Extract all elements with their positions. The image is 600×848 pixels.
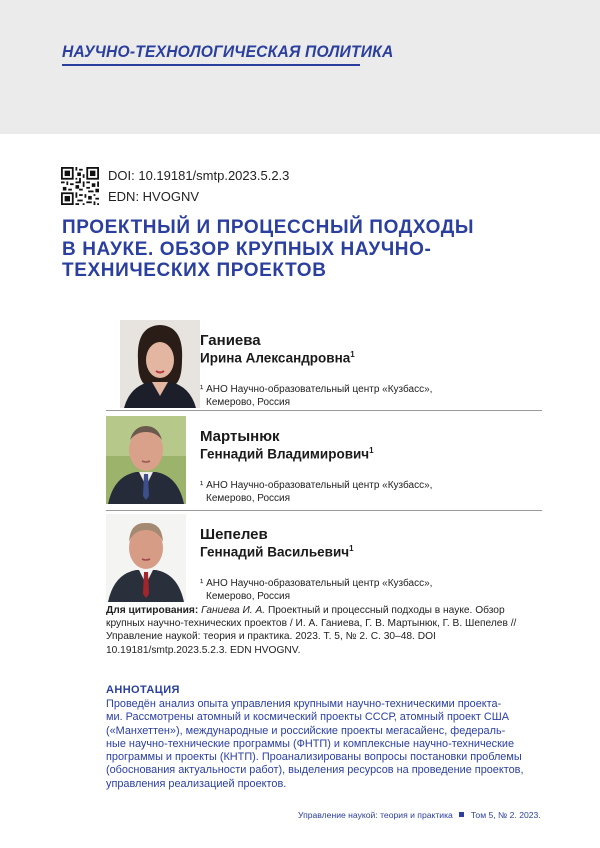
affiliation-sup: 1 [349, 544, 354, 553]
author-photo [106, 514, 186, 602]
abstract-line: (обоснования актуальности работ), выделения ресурсов на проведение проектов, [106, 764, 524, 777]
author-block-shepelev [106, 514, 546, 604]
author-surname: Ганиева [200, 332, 261, 349]
footer-volume: Том 5, № 2. 2023. [470, 810, 541, 820]
author-given-name [200, 350, 355, 366]
author-affiliation: ¹ АНО Научно-образовательный центр «Кузбасс», [200, 480, 433, 491]
author-given-name [200, 544, 354, 560]
author-divider [106, 510, 542, 511]
author-city: Кемерово, Россия [206, 493, 291, 504]
author-surname: Мартынюк [200, 428, 280, 445]
abstract-line: («Манхеттен»), международные и российские проекты мегасайенс, федераль- [106, 724, 506, 737]
abstract-line: управления реализацией проектов. [106, 777, 287, 790]
abstract-line: ми. Рассмотрены атомный и космический проекты СССР, атомный проект США [106, 711, 510, 724]
doi-text[interactable]: DOI: 10.19181/smtp.2023.5.2.3 [108, 168, 290, 183]
citation-author: Ганиева И. А. [201, 605, 266, 616]
author-affiliation: ¹ АНО Научно-образовательный центр «Кузбасс», [200, 384, 433, 395]
author-block-martynyuk [106, 416, 546, 508]
title-line: В НАУКЕ. ОБЗОР КРУПНЫХ НАУЧНО- [62, 238, 432, 260]
square-bullet-icon [459, 812, 464, 817]
article-title [62, 217, 542, 282]
author-surname: Шепелев [200, 526, 268, 543]
abstract-body [106, 698, 546, 791]
affiliation-sup: 1 [350, 350, 355, 359]
abstract-line: ные научно-технические программы (ФНТП) и комплексные научно-технические [106, 737, 515, 750]
page-footer [298, 810, 541, 820]
title-line: ТЕХНИЧЕСКИХ ПРОЕКТОВ [62, 260, 327, 281]
abstract-heading: АННОТАЦИЯ [106, 684, 180, 696]
header-band [0, 0, 600, 134]
author-affiliation: ¹ АНО Научно-образовательный центр «Кузбасс», [200, 578, 433, 589]
author-name-text: Ирина Александровна [200, 350, 351, 366]
author-block-ganieva [106, 320, 546, 410]
affiliation-sup: 1 [369, 446, 374, 455]
title-line: ПРОЕКТНЫЙ И ПРОЦЕССНЫЙ ПОДХОДЫ [62, 217, 475, 238]
rubric-title: НАУЧНО-ТЕХНОЛОГИЧЕСКАЯ ПОЛИТИКА [62, 42, 394, 61]
edn-text: EDN: HVOGNV [108, 189, 200, 204]
abstract-line: программы и проекты (КНТП). Проанализированы вопросы постановки проблемы [106, 751, 522, 764]
footer-journal: Управление наукой: теория и практика [298, 810, 453, 820]
abstract-line: Проведён анализ опыта управления крупными научно-техническими проекта- [106, 698, 502, 710]
qr-code-icon [61, 167, 99, 205]
author-name-text: Геннадий Владимирович [200, 446, 370, 462]
rubric-underline [62, 64, 360, 66]
author-photo [120, 320, 200, 408]
author-given-name [200, 446, 374, 462]
author-city: Кемерово, Россия [206, 591, 291, 602]
author-city: Кемерово, Россия [206, 397, 291, 408]
citation-label: Для цитирования: [106, 605, 199, 616]
author-photo [106, 416, 186, 504]
citation-block [106, 604, 546, 657]
citation-text: Проектный и процессный подходы в науке. Обзор крупных научно-технических проектов / И. А. Ганиева, Г. В. Мартынюк, Г. В. Шепелев // Управление наукой: теория и практика. 2023. Т. 5, № 2. С. 30–48. DOI 10.19181/smtp.2023.5.2.3. EDN HVOGNV. [106, 605, 517, 656]
author-name-text: Геннадий Васильевич [200, 544, 350, 560]
author-divider [106, 410, 542, 411]
